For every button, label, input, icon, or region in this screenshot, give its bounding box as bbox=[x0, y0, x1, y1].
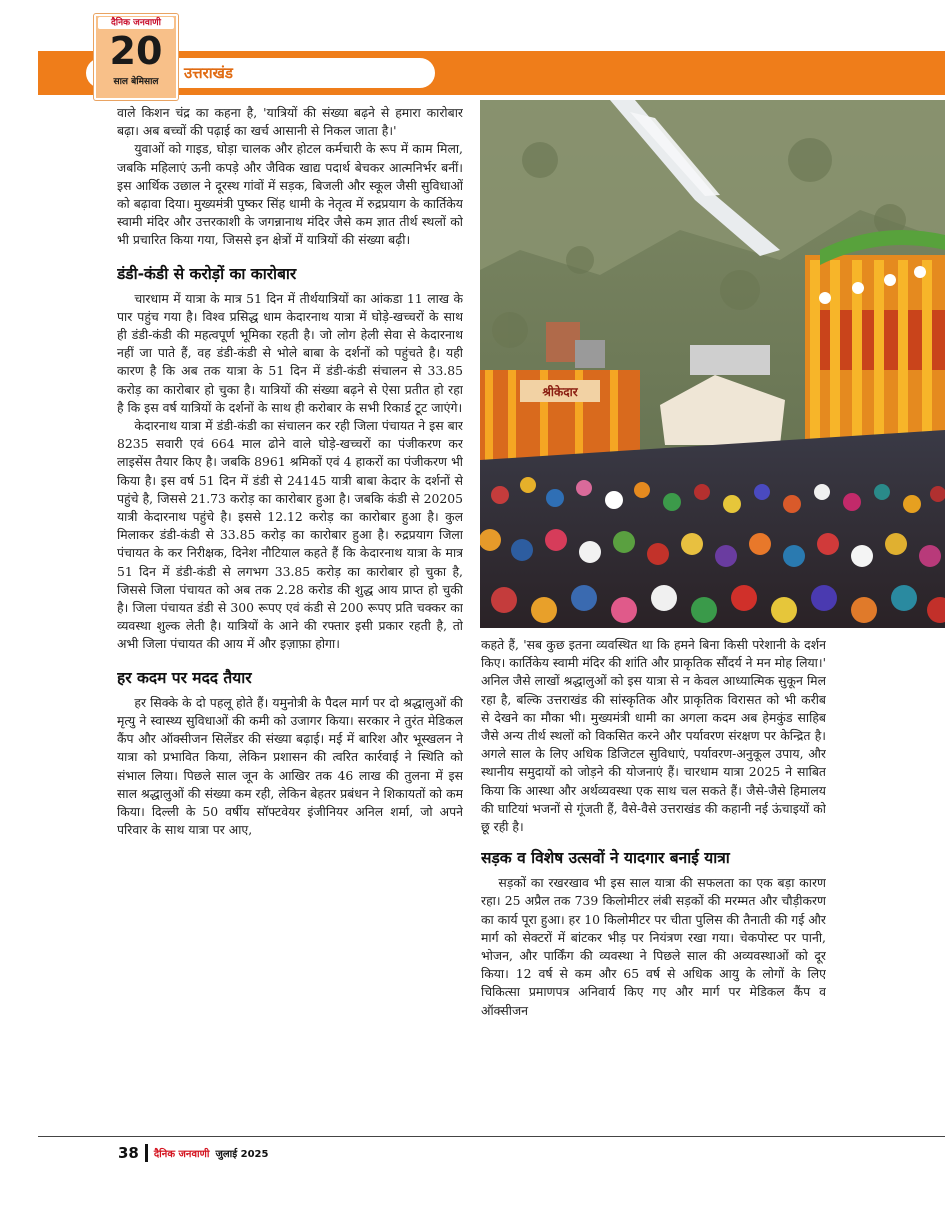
badge-caption: साल बेमिसाल bbox=[113, 77, 159, 87]
article-paragraph: हर सिक्के के दो पहलू होते हैं। यमुनोत्री के पैदल मार्ग पर दो श्रद्धालुओं की मृत्यु ने स्वास्थ्य सुविधाओं की कमी को उजागर किया। सरकार ने तुरंत मेडिकल कैंप और ऑक्सीजन सिलेंडर की संख्या बढ़ाई। मई में बारिश और भूस्खलन ने यात्रा को प्रभावित किया, लेकिन प्रशासन की त्वरित कार्रवाई ने स्थिति को संभाल लिया। पिछले साल जून के आखिर तक 46 लाख की तुलना में इस साल श्रद्धालुओं की संख्या कम रही, लेकिन बेहतर प्रबंधन ने शिकायतों को कम किया। दिल्ली के 50 वर्षीय सॉफ्टवेयर इंजीनियर अनिल शर्मा, जो अपने परिवार के साथ यात्रा पर आए, bbox=[117, 694, 463, 838]
page-number: 38 bbox=[118, 1144, 139, 1162]
subheading: सड़क व विशेष उत्सवों ने यादगार बनाई यात्रा bbox=[481, 849, 730, 868]
article-right-column bbox=[481, 636, 826, 1126]
temple-sign-text: श्रीकेदार bbox=[542, 385, 578, 399]
article-paragraph: केदारनाथ यात्रा में डंडी-कंडी का संचालन कर रही जिला पंचायत ने इस बार 8235 सवारी एवं 664 माल ढोने वाले घोड़े-खच्चरों का पंजीकरण कर लाइसेंस तैयार किए है। जबकि 8961 श्रमिकों एवं 4 हाकरों का पंजीकरण भी किया है। इस वर्ष 51 दिन में डंडी से 24145 यात्री बाबा केदार के दर्शनों से पहुंचे है, जिससे 21.73 करोड़ का कारोबार हुआ है। जबकि कंडी से 20205 यात्री केदारनाथ पहुंचे है। इससे 12.12 करोड़ का कारोबार हुआ है। कुल मिलाकर डंडी-कंडी से 33.85 करोड़ का कारोबार हुआ है। रुद्रप्रयाग जिला पंचायत के कर निरीक्षक, दिनेश नौटियाल कहते हैं कि केदारनाथ यात्रा के मात्र 51 दिन में डंडी-कंडी से लगभग 33.85 करोड़ का कारोबार हो चुका है, जिससे जिला पंचायत को अब तक 2.28 करोड की शुद्ध आय प्राप्त हो चुकी है। जिला पंचायत डंडी से 300 रूपए एवं कंडी से 200 रूपए प्रति चक्कर का व्यवस्था शुल्क लेती है। यात्रियों के आने की रफ्तार इसी प्रकार रहती है, तो अभी जिला पंचायत की आय में और इज़ाफ़ा होगा। bbox=[117, 418, 463, 652]
page-footer bbox=[118, 1143, 268, 1163]
article-paragraph: चारधाम में यात्रा के मात्र 51 दिन में तीर्थयात्रियों का आंकडा 11 लाख के पार पहुंच गया है। विश्व प्रसिद्ध धाम केदारनाथ यात्रा में घोड़े-खच्चरों के साथ ही डंडी-कंडी की महत्वपूर्ण भूमिका रहती है। जो लोग हेली सेवा से केदारनाथ नहीं जा पाते हैं, वह डंडी-कंडी से भोले बाबा के दर्शनों को पहुंचते है। यही कारण है कि अब तक यात्रा के 51 दिन में डंडी-कंडी संचालन से 33.85 करोड़ का कारोबार हो चुका है। यात्रियों की संख्या बढ़ने से ऐसा प्रतीत हो रहा है कि इस वर्ष यात्रियों के दर्शनों के साथ ही करोबार के सभी रिकार्ड टूट जाएंगे। bbox=[117, 290, 463, 415]
kedarnath-crowd-photo bbox=[480, 100, 945, 628]
anniversary-badge bbox=[94, 14, 178, 100]
article-paragraph: युवाओं को गाइड, घोड़ा चालक और होटल कर्मचारी के रूप में काम मिला, जबकि महिलाएं ऊनी कपड़े और जैविक खाद्य पदार्थ बेचकर आत्मनिर्भर बनीं। इस आर्थिक उछाल ने दूरस्थ गांवों में सड़क, बिजली और स्कूल जैसी सुविधाओं को बढ़ावा दिया। मुख्यमंत्री पुष्कर सिंह धामी के नेतृत्व में रुद्रप्रयाग के कार्तिकेय स्वामी मंदिर और उत्तरकाशी के जगन्नानाथ मंदिर जैसे कम ज्ञात तीर्थ स्थलों को भी प्रचारित किया गया, जिससे इन क्षेत्रों में यात्रियों की संख्या बढ़ी। bbox=[117, 141, 463, 248]
article-left-column bbox=[117, 104, 463, 1126]
badge-brand-logo: दैनिक जनवाणी bbox=[98, 17, 174, 29]
article-paragraph: वाले किशन चंद्र का कहना है, 'यात्रियों की संख्या बढ़ने से हमारा कारोबार बढ़ा। अब बच्चों की पढ़ाई का खर्च आसानी से निकल जाता है।' bbox=[117, 105, 463, 139]
article-paragraph: सड़कों का रखरखाव भी इस साल यात्रा की सफलता का एक बड़ा कारण रहा। 25 अप्रैल तक 739 किलोमीटर लंबी सड़कों की मरम्मत और चौड़ीकरण का कार्य पूरा हुआ। हर 10 किलोमीटर पर चीता पुलिस की तैनाती की गई और मार्ग को सेक्टरों में बांटकर भीड़ पर नियंत्रण रखा गया। चेकपोस्ट पर पानी, भोजन, और पार्किंग की व्यवस्था ने पिछले साल की अव्यवस्थाओं को दूर किया। 12 वर्ष से कम और 65 वर्ष से अधिक आयु के लोगों के लिए चिकित्सा प्रमाणपत्र अनिवार्य किए गए और मार्ग पर मेडिकल कैंप व ऑक्सीजन bbox=[481, 875, 826, 1018]
article-paragraph: कहते हैं, 'सब कुछ इतना व्यवस्थित था कि हमने बिना किसी परेशानी के दर्शन किए। कार्तिकेय स्वामी मंदिर की शांति और प्राकृतिक सौंदर्य ने मन मोह लिया।' अनिल जैसे लाखों श्रद्धालुओं को इस यात्रा से न केवल आध्यात्मिक सुकून मिल रहा है, बल्कि उत्तराखंड की सांस्कृतिक और प्राकृतिक विरासत को भी करीब से देखने का मौका भी। मुख्यमंत्री धामी का अगला कदम अब हेमकुंड साहिब जैसे अन्य तीर्थ स्थलों को विकसित करने और पर्यावरण संरक्षण पर केन्द्रित है। अगले साल के लिए अधिक डिजिटल सुविधाएं, पर्यावरण-अनुकूल उपाय, और स्थानीय समुदायों को जोड़ने की योजनाएं हैं। चारधाम यात्रा 2025 ने साबित किया कि आस्था और अर्थव्यवस्था एक साथ चल सकते हैं। जैसे-जैसे हिमालय की घाटियां भजनों से गूंजती हैं, वैसे-वैसे उत्तराखंड की कहानी नई ऊंचाइयों को छू रही है। bbox=[481, 637, 826, 835]
subheading: डंडी-कंडी से करोड़ों का कारोबार bbox=[117, 264, 297, 283]
footer-rule bbox=[38, 1136, 945, 1137]
subheading: हर कदम पर मदद तैयार bbox=[117, 668, 252, 687]
section-label: उत्तराखंड bbox=[184, 64, 233, 82]
issue-date: जुलाई 2025 bbox=[215, 1149, 269, 1160]
badge-number: 20 bbox=[109, 29, 163, 73]
footer-divider bbox=[145, 1144, 148, 1162]
footer-brand-logo: दैनिक जनवाणी bbox=[153, 1149, 210, 1160]
